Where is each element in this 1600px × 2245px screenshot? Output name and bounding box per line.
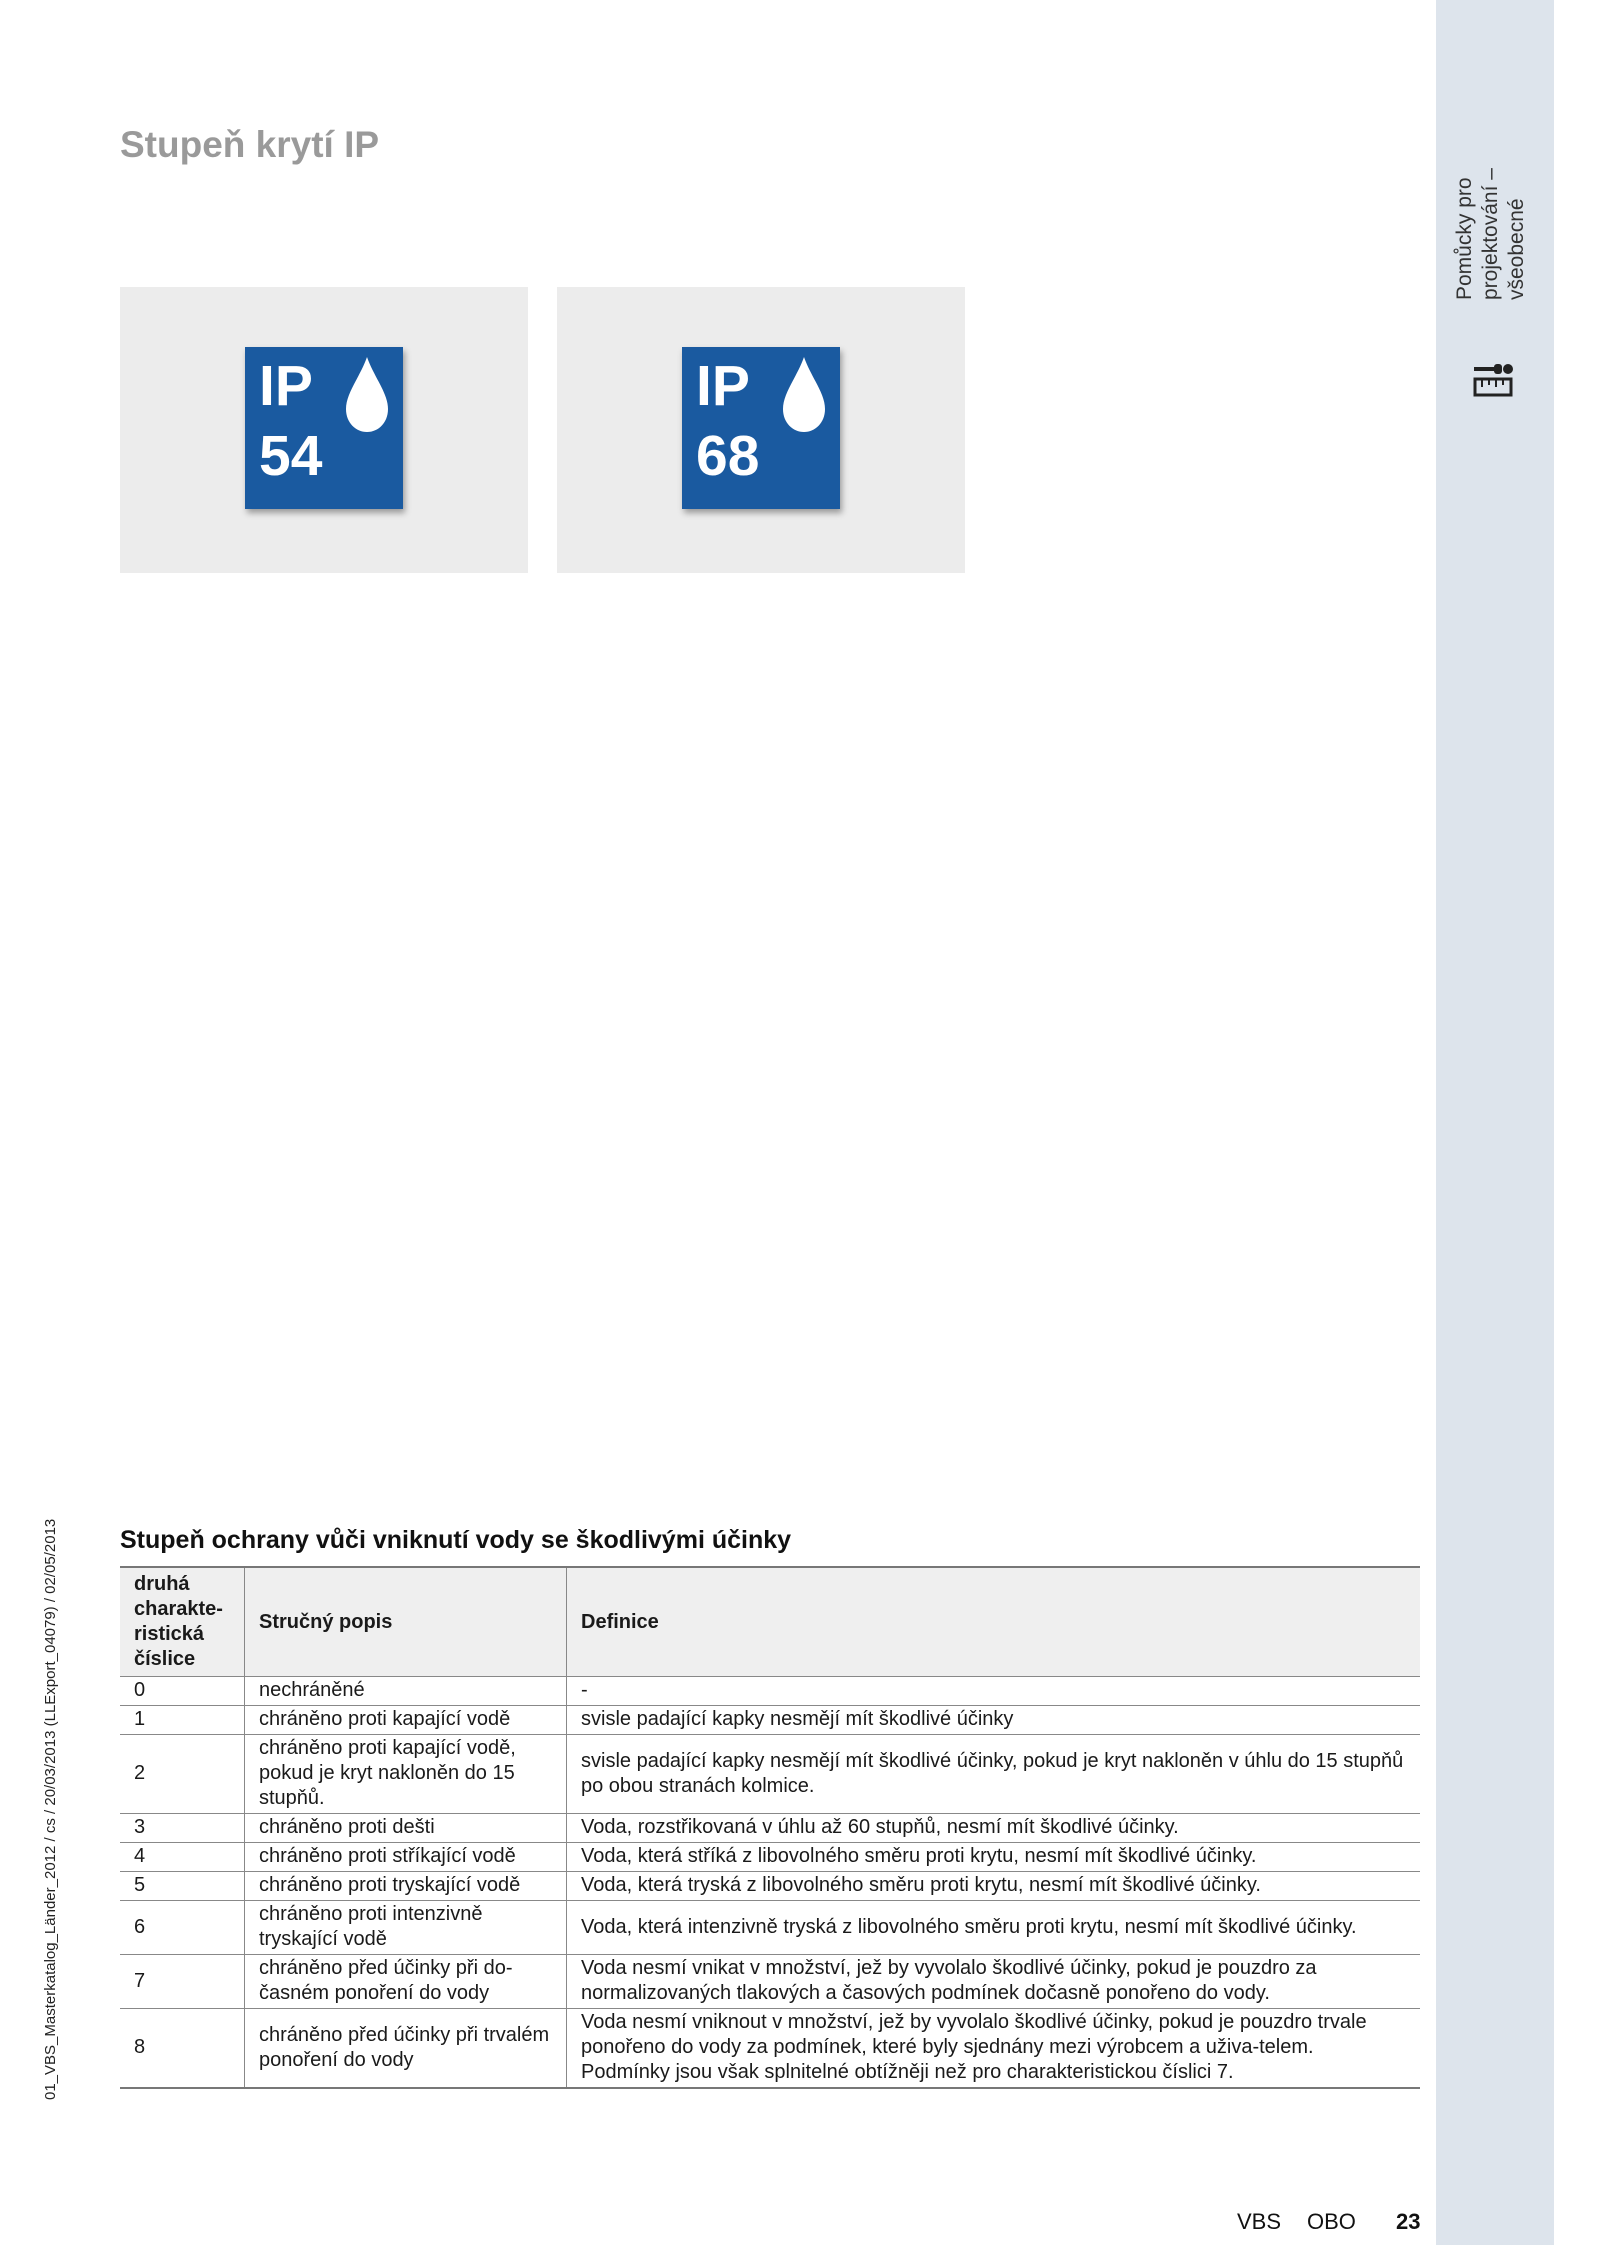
water-drop-icon [779, 355, 829, 435]
badge-ip-label: IP [696, 354, 750, 418]
page-number: 23 [1396, 2209, 1421, 2234]
table-row [120, 1677, 1420, 1706]
table-row [120, 2009, 1420, 2089]
row-definition: Voda nesmí vniknout v množství, jež by vyvolalo škodlivé účinky, pokud je pouzdro trvale ponořeno do vody za podmínek, které byly sjednány mezi výrobcem a uživa-telem. Podmínky jsou však splnitelné obtížněji než pro charakteristickou číslici 7. [567, 2009, 1421, 2089]
ip68-badge [682, 347, 840, 509]
sidebar-line: Pomůcky pro [1453, 177, 1476, 300]
table-title: Stupeň ochrany vůči vniknutí vody se škodlivými účinky [120, 1526, 792, 1554]
row-digit: 4 [120, 1843, 245, 1872]
planning-tools-icon [1472, 363, 1514, 397]
row-definition: - [567, 1677, 1421, 1706]
row-description: chráněno proti kapající vodě [245, 1706, 567, 1735]
row-digit: 6 [120, 1901, 245, 1955]
footer-brand-vbs: VBS [1237, 2209, 1282, 2234]
ip54-badge-card [120, 287, 528, 573]
row-definition: Voda nesmí vnikat v množství, jež by vyvolalo škodlivé účinky, pokud je pouzdro za normalizovaných tlakových a časových podmínek dočasně ponořeno do vody. [567, 1955, 1421, 2009]
row-description: chráněno proti dešti [245, 1814, 567, 1843]
table-row [120, 1872, 1420, 1901]
table-row [120, 1735, 1420, 1814]
table-header-row [120, 1567, 1420, 1677]
row-description: chráněno proti stříkající vodě [245, 1843, 567, 1872]
row-digit: 3 [120, 1814, 245, 1843]
table-row [120, 1843, 1420, 1872]
sidebar-line: projektování – [1479, 168, 1502, 300]
table-row [120, 1706, 1420, 1735]
badge-ip-label: IP [259, 354, 313, 418]
row-definition: svisle padající kapky nesmějí mít škodlivé účinky, pokud je kryt nakloněn v úhlu do 15 stupňů po obou stranách kolmice. [567, 1735, 1421, 1814]
row-description: chráněno proti intenzivně tryskající vodě [245, 1901, 567, 1955]
water-drop-icon [342, 355, 392, 435]
page-title: Stupeň krytí IP [120, 124, 380, 165]
header-definition: Definice [567, 1567, 1421, 1677]
row-definition: Voda, která intenzivně tryská z libovolného směru proti krytu, nesmí mít škodlivé účinky. [567, 1901, 1421, 1955]
ip54-badge [245, 347, 403, 509]
table-row [120, 1901, 1420, 1955]
row-definition: Voda, která tryská z libovolného směru proti krytu, nesmí mít škodlivé účinky. [567, 1872, 1421, 1901]
row-digit: 1 [120, 1706, 245, 1735]
row-definition: Voda, která stříká z libovolného směru proti krytu, nesmí mít škodlivé účinky. [567, 1843, 1421, 1872]
header-description: Stručný popis [245, 1567, 567, 1677]
row-digit: 0 [120, 1677, 245, 1706]
row-digit: 5 [120, 1872, 245, 1901]
row-description: chráněno před účinky při trvalém ponoření do vody [245, 2009, 567, 2089]
row-description: chráněno proti kapající vodě, pokud je kryt nakloněn do 15 stupňů. [245, 1735, 567, 1814]
table-row [120, 1814, 1420, 1843]
row-digit: 7 [120, 1955, 245, 2009]
side-footer: 01_VBS_Masterkatalog_Länder_2012 / cs / 20/03/2013 (LLExport_04079) / 02/05/2013 [42, 1518, 59, 2100]
badge-number: 68 [696, 424, 760, 488]
ip68-badge-card [557, 287, 965, 573]
header-digit: druhá charakte-ristická číslice [120, 1567, 245, 1677]
row-description: chráněno před účinky při do-časném ponoření do vody [245, 1955, 567, 2009]
row-definition: Voda, rozstřikovaná v úhlu až 60 stupňů, nesmí mít škodlivé účinky. [567, 1814, 1421, 1843]
row-definition: svisle padající kapky nesmějí mít škodlivé účinky [567, 1706, 1421, 1735]
row-digit: 8 [120, 2009, 245, 2089]
footer-brand-obo: OBO [1307, 2209, 1356, 2234]
sidebar [1436, 0, 1554, 2245]
table-row [120, 1955, 1420, 2009]
row-description: chráněno proti tryskající vodě [245, 1872, 567, 1901]
row-description: nechráněné [245, 1677, 567, 1706]
ip-protection-table [120, 1566, 1420, 2089]
sidebar-line: všeobecné [1505, 198, 1528, 300]
row-digit: 2 [120, 1735, 245, 1814]
sidebar-section-label [1452, 40, 1530, 300]
badge-number: 54 [259, 424, 323, 488]
